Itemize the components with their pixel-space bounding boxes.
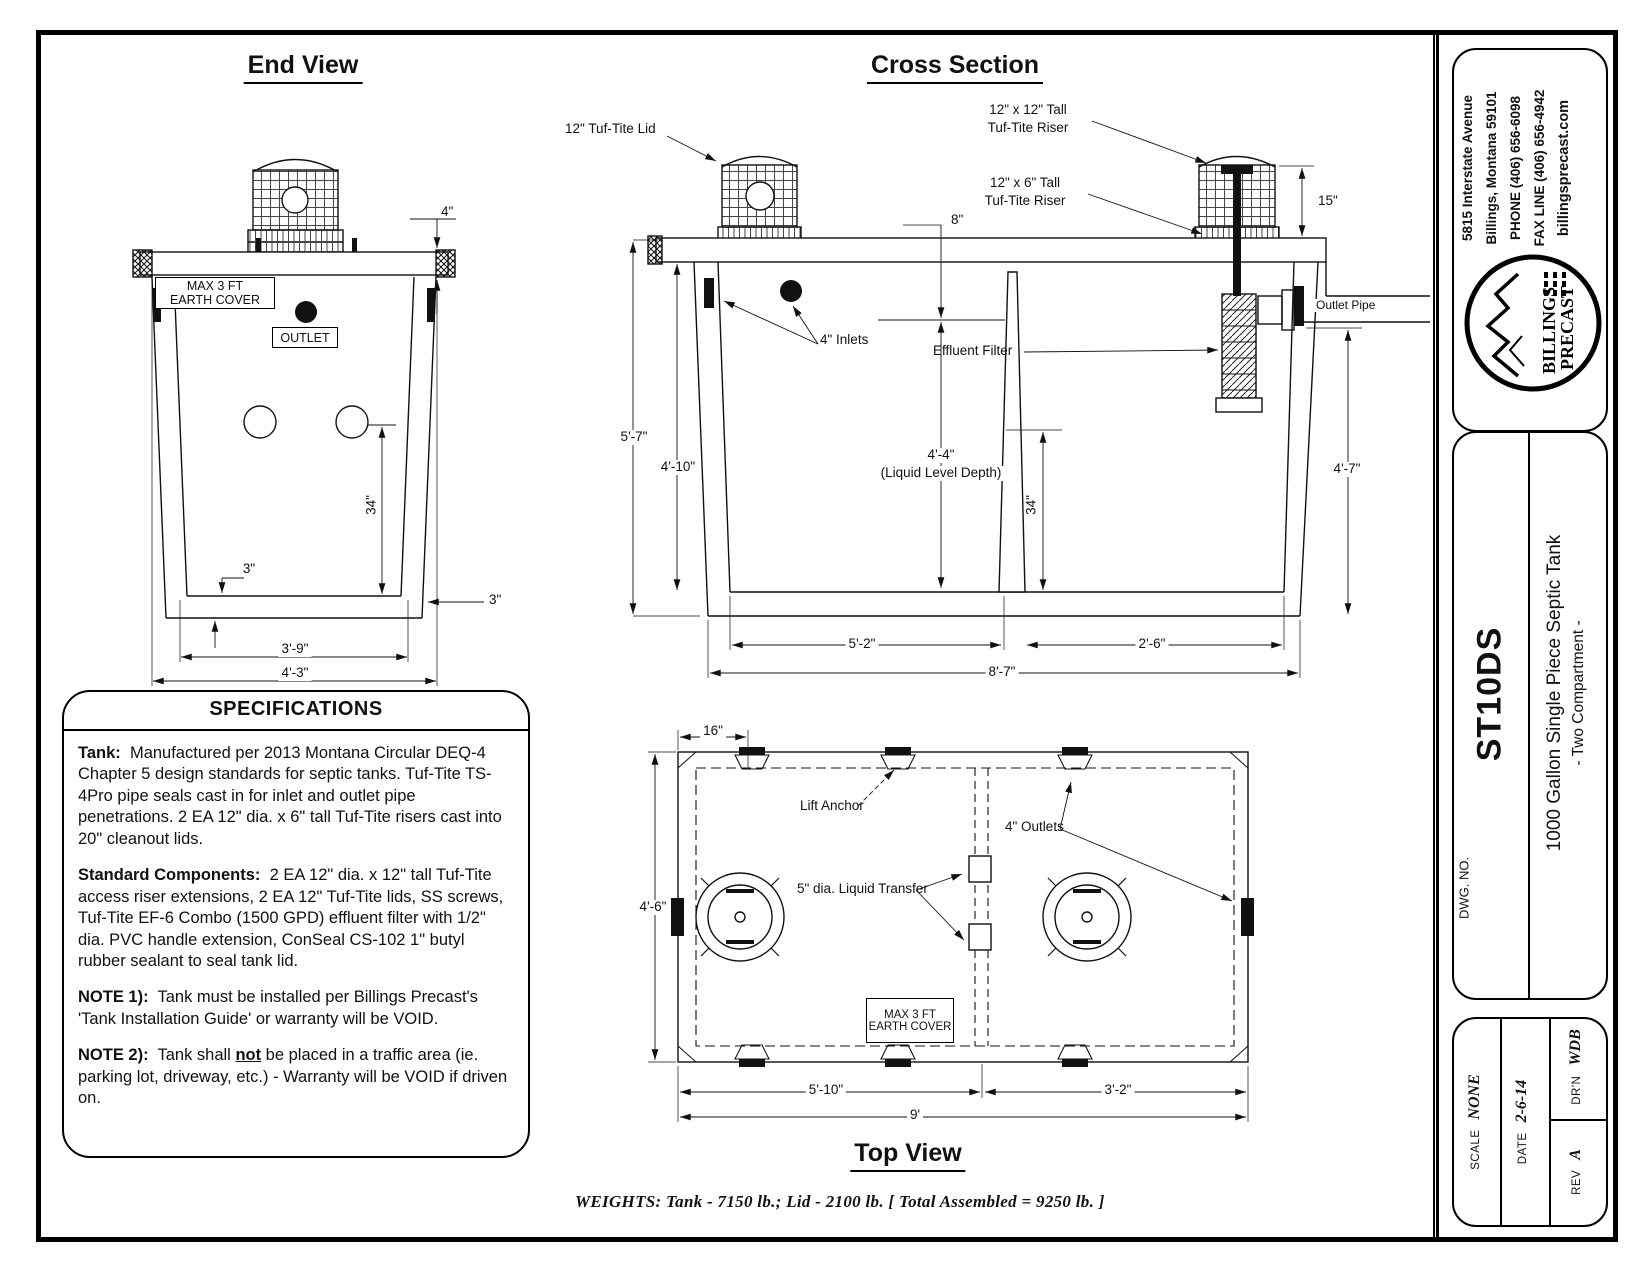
cs-dim-length: 8'-7" <box>986 665 1019 680</box>
cs-dim-comp2: 2'-6" <box>1136 637 1169 652</box>
drawn-by-value: WDB <box>1567 1029 1584 1066</box>
end-view-dim-depth: 34" <box>363 495 379 515</box>
tv-earth-cover-line1: MAX 3 FT <box>884 1008 936 1021</box>
tv-dim-comp2: 3'-2" <box>1102 1083 1135 1098</box>
tv-dim-width: 4'-6" <box>637 900 670 915</box>
cs-lid-label: 12" Tuf-Tite Lid <box>565 121 656 136</box>
company-address-line2: Billings, Montana 59101 <box>1484 91 1499 245</box>
tv-dim-lid-offset: 16" <box>700 724 726 739</box>
date-label: DATE <box>1517 1132 1529 1165</box>
cs-dim-freeboard: 8" <box>951 212 964 227</box>
tv-earth-cover-line2: EARTH COVER <box>868 1020 952 1033</box>
end-view-earth-cover-note <box>155 277 275 309</box>
cs-dim-height: 5'-7" <box>618 430 651 445</box>
drawn-by-field <box>1567 1029 1585 1105</box>
dwg-no-value: ST10DS <box>1470 626 1509 762</box>
tv-earth-cover-note <box>866 998 954 1043</box>
spec-note2-pre: Tank shall <box>157 1046 236 1065</box>
revision-box-divider-1 <box>1500 1019 1502 1225</box>
date-value: 2-6-14 <box>1513 1079 1530 1123</box>
company-fax: FAX LINE (406) 656-4942 <box>1532 89 1547 247</box>
spec-note2-not: not <box>235 1046 262 1065</box>
spec-note1-paragraph <box>78 987 512 1030</box>
drawing-title: 1000 Gallon Single Piece Septic Tank <box>1544 534 1565 852</box>
cs-riser6-label-2: Tuf-Tite Riser <box>984 193 1066 208</box>
company-website: billingsprecast.com <box>1556 99 1572 237</box>
specifications-title: SPECIFICATIONS <box>64 698 528 731</box>
company-contact <box>1456 90 1576 247</box>
logo-text-line1: BILLINGS <box>1539 286 1559 374</box>
cs-dim-baffle: 34" <box>1023 495 1039 515</box>
spec-components-paragraph <box>78 865 512 972</box>
dwg-no-label: DWG. NO. <box>1456 856 1472 920</box>
end-view-dim-slab: 4" <box>441 204 454 219</box>
tv-dim-comp1: 5'-10" <box>806 1083 846 1098</box>
revision-box-divider-2 <box>1549 1019 1551 1225</box>
cross-section-title: Cross Section <box>867 52 1043 84</box>
scale-value: NONE <box>1466 1074 1483 1120</box>
spec-tank-paragraph <box>78 743 512 850</box>
company-logo <box>1460 250 1606 396</box>
rev-value: A <box>1567 1149 1584 1160</box>
drawing-box-divider <box>1528 433 1530 998</box>
specifications-box <box>62 690 530 1158</box>
spec-components-label: Standard Components: <box>78 866 261 885</box>
cs-dim-liquid-caption: (Liquid Level Depth) <box>878 466 1005 481</box>
company-phone: PHONE (406) 656-6098 <box>1508 95 1523 241</box>
tv-transfer-label: 5" dia. Liquid Transfer <box>797 881 928 896</box>
drawn-by-label: DR'N <box>1571 1075 1583 1105</box>
scale-field <box>1466 1074 1484 1170</box>
cs-dim-interior: 4'-10" <box>658 460 698 475</box>
spec-note1-label: NOTE 1): <box>78 988 149 1007</box>
cs-dim-liquid: 4'-4" <box>925 448 958 463</box>
rev-field <box>1567 1149 1585 1195</box>
outlet-label-text: OUTLET <box>280 330 330 345</box>
spec-note2-paragraph <box>78 1045 512 1109</box>
scale-label: SCALE <box>1470 1129 1482 1170</box>
spec-note2-post: be placed in a traffic area (ie. parking lot, driveway, etc.) - Warranty will be VOID if driven on. <box>78 1046 508 1108</box>
end-view-outlet-label <box>272 327 338 348</box>
earth-cover-line1: MAX 3 FT <box>186 279 244 293</box>
cs-inlets-label: 4" Inlets <box>820 332 869 347</box>
end-view-dim-wall: 3" <box>489 592 502 607</box>
spec-tank-label: Tank: <box>78 744 121 762</box>
tv-outlets-label: 4" Outlets <box>1005 819 1064 834</box>
spec-components-text: 2 EA 12" dia. x 12" tall Tuf-Tite access riser extensions, 2 EA 12" Tuf-Tite lids, SS screws, Tuf-Tite EF-6 Combo (1500 GPD) effluent filter with 1/2" dia. PVC handle extension, ConSeal CS-102 1" butyl rubber sealant to seal tank lid. <box>78 866 504 970</box>
cs-riser6-label-1: 12" x 6" Tall <box>989 175 1061 190</box>
revision-box-divider-3 <box>1549 1119 1606 1121</box>
top-view-title: Top View <box>850 1140 965 1172</box>
tv-dim-length: 9' <box>907 1108 923 1123</box>
drawing-subtitle: - Two Compartment - <box>1570 620 1587 766</box>
end-view-title: End View <box>244 52 363 84</box>
rev-label: REV <box>1571 1169 1583 1195</box>
cs-outlet-pipe-label: Outlet Pipe <box>1313 299 1378 312</box>
cs-filter-label: Effluent Filter <box>933 343 1013 358</box>
cs-riser12-label-1: 12" x 12" Tall <box>989 102 1067 117</box>
end-view-dim-outer-width: 4'-3" <box>279 666 312 681</box>
cs-dim-comp1: 5'-2" <box>846 637 879 652</box>
cs-dim-riser: 15" <box>1318 193 1338 208</box>
date-field <box>1513 1080 1531 1164</box>
weights-note: WEIGHTS: Tank - 7150 lb.; Lid - 2100 lb. [ Total Assembled = 9250 lb. ] <box>575 1192 1105 1211</box>
spec-tank-text: Manufactured per 2013 Montana Circular DEQ-4 Chapter 5 design standards for septic tanks. Tuf-Tite TS-4Pro pipe seals cast in for inlet and outlet pipe penetrations. 2 EA 12" dia. x 6" tall Tuf-Tite risers cast into 20" cleanout lids. <box>78 744 502 848</box>
cs-riser12-label-2: Tuf-Tite Riser <box>987 120 1069 135</box>
spec-note2-label: NOTE 2): <box>78 1046 149 1065</box>
earth-cover-line2: EARTH COVER <box>169 293 261 307</box>
company-address-line1: 5815 Interstate Avenue <box>1460 94 1475 242</box>
tv-lift-anchor-label: Lift Anchor <box>800 798 864 813</box>
logo-text-line2: PRECAST <box>1557 285 1577 370</box>
spec-note1-text: Tank must be installed per Billings Precast's 'Tank Installation Guide' or warranty will be VOID. <box>78 988 478 1028</box>
cs-dim-outlet-height: 4'-7" <box>1331 462 1364 477</box>
drawing-title-group <box>1544 535 1588 852</box>
end-view-dim-inner-width: 3'-9" <box>279 642 312 657</box>
end-view-dim-floor: 3" <box>242 561 256 576</box>
